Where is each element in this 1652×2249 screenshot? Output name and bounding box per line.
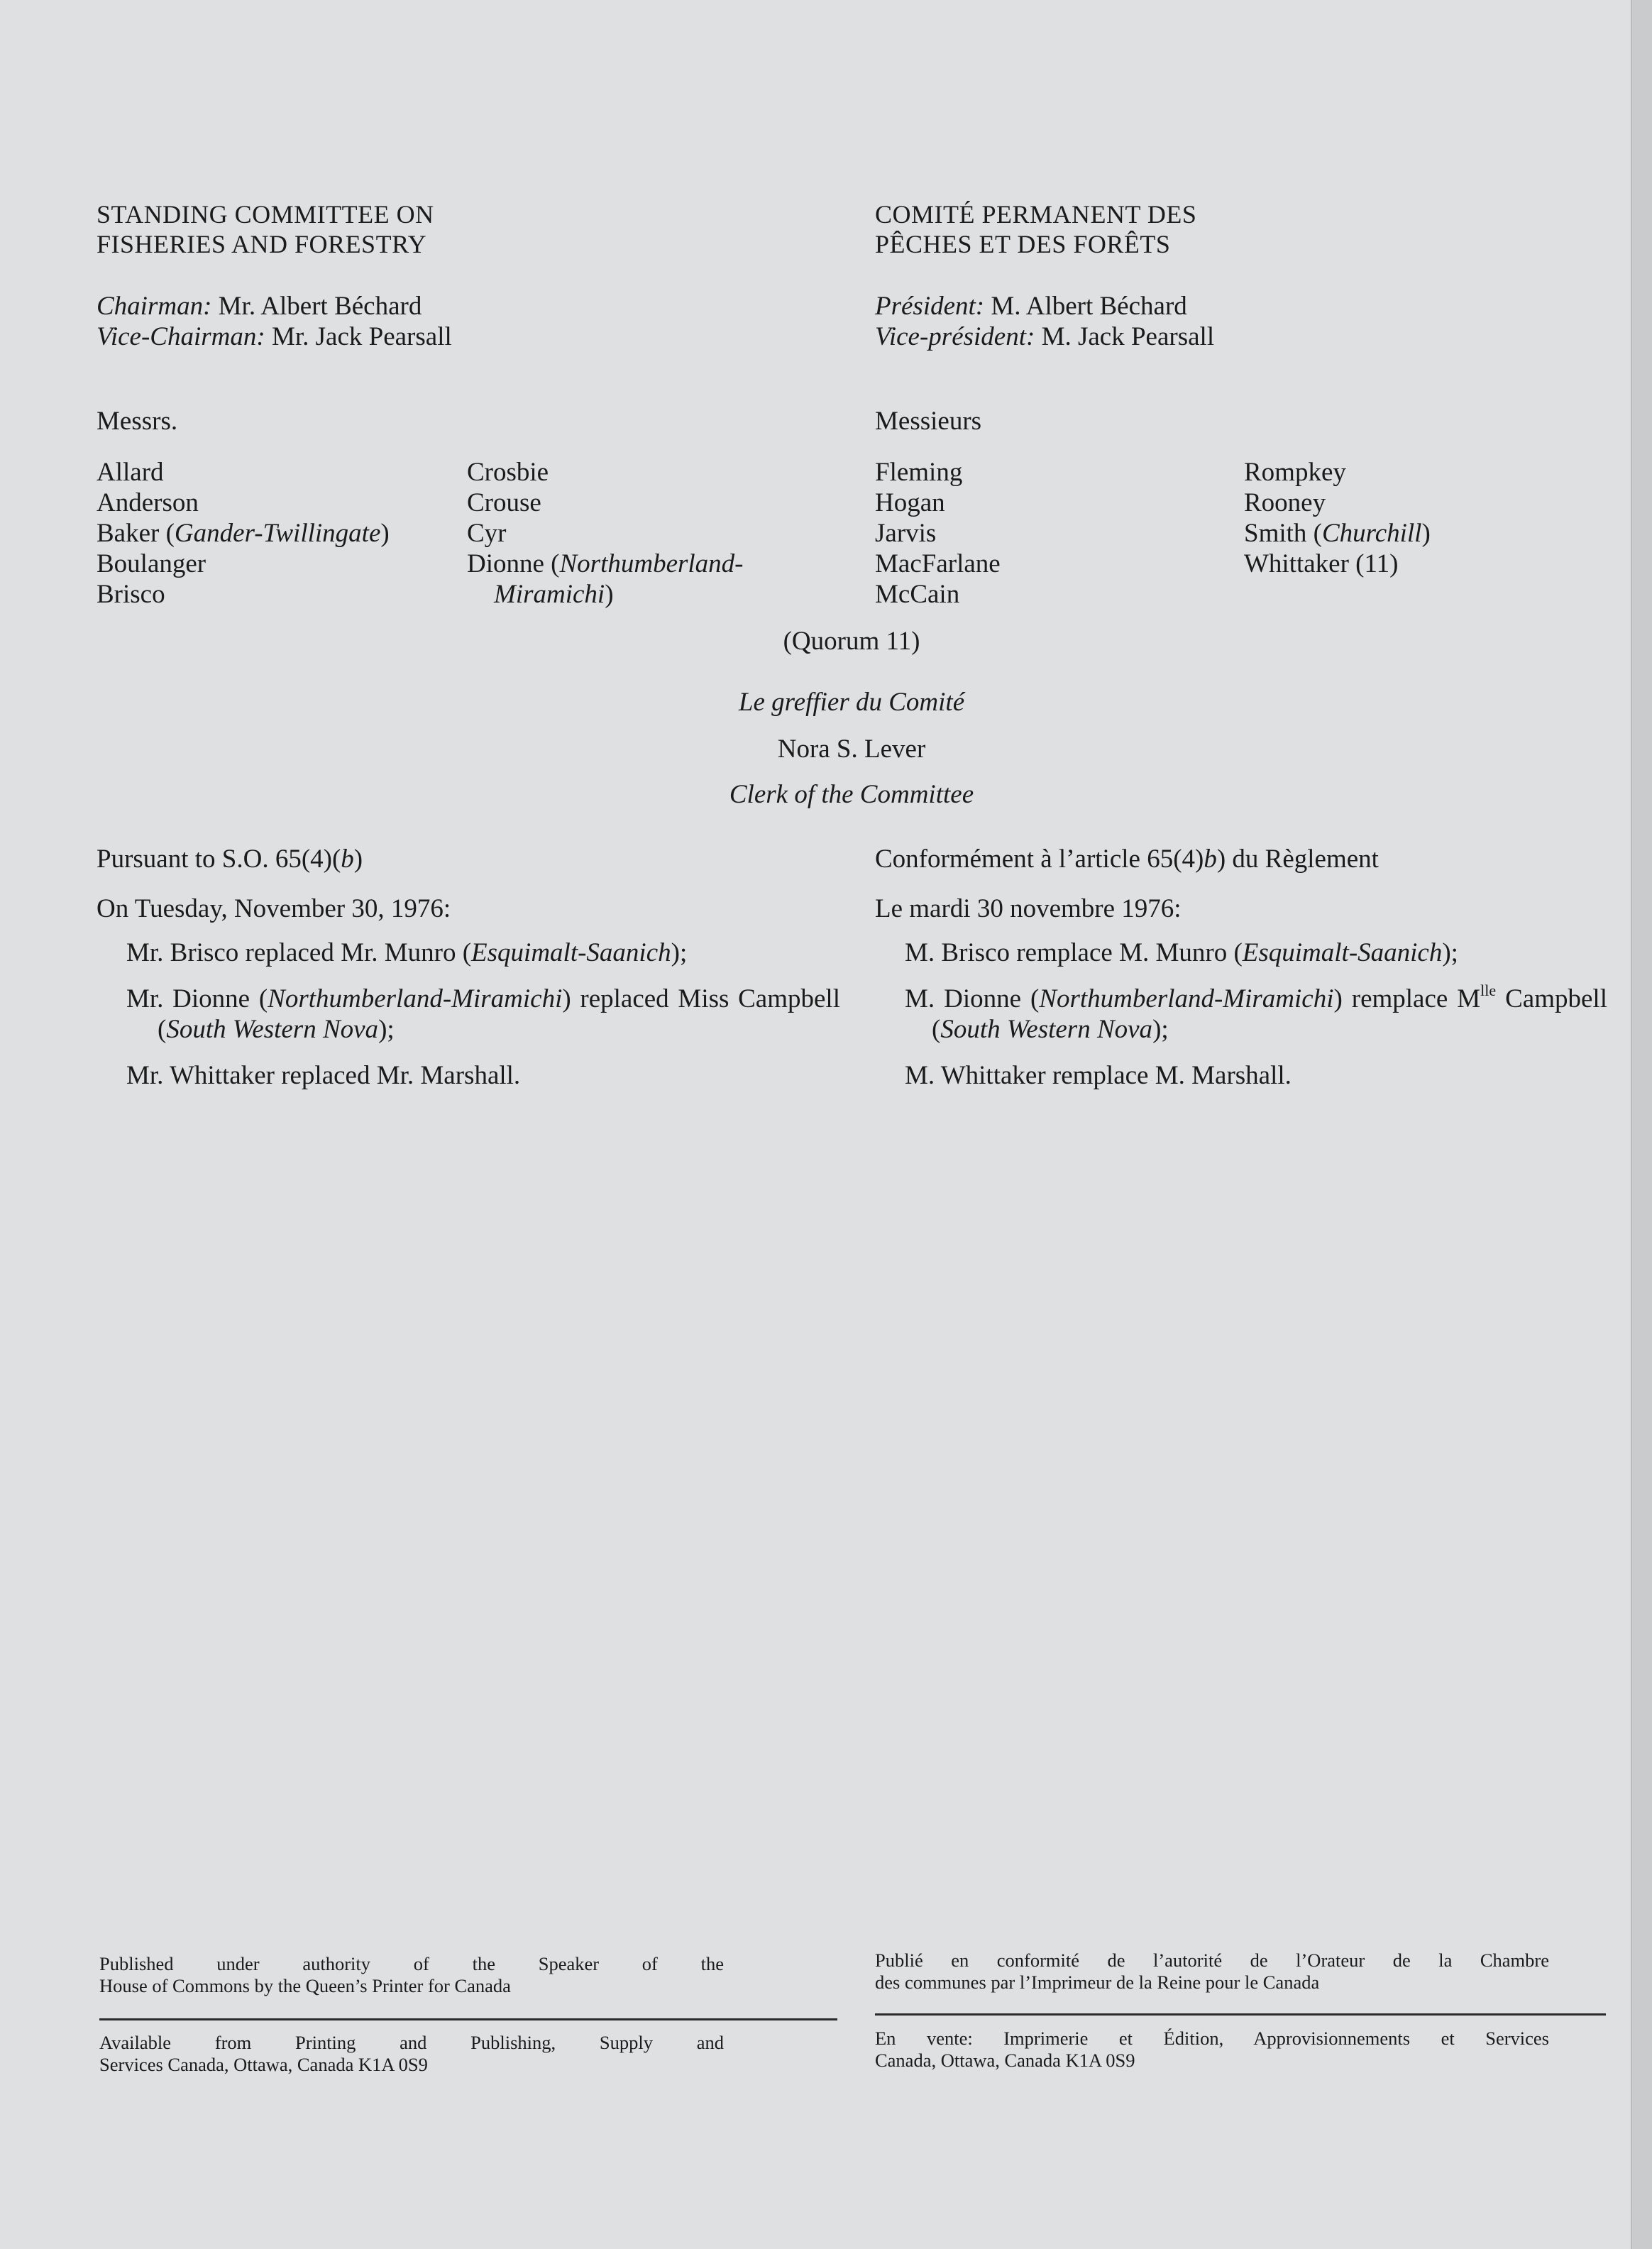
replacement-item: M. Brisco remplace M. Munro (Esquimalt-Saanich); xyxy=(905,938,1458,967)
page-edge xyxy=(1631,0,1652,2249)
member-name: Smith (Churchill) xyxy=(1244,519,1431,548)
available-en: Available from Printing and Publishing, Supply and Services Canada, Ottawa, Canada K1A 0S9 xyxy=(99,2032,724,2075)
member-name: Rooney xyxy=(1244,488,1326,517)
vice-president-line: Vice-président: M. Jack Pearsall xyxy=(875,322,1215,351)
member-name: Fleming xyxy=(875,458,963,487)
pursuant-fr: Conformément à l’article 65(4)b) du Règlement xyxy=(875,845,1379,874)
vice-chairman-line: Vice-Chairman: Mr. Jack Pearsall xyxy=(97,322,452,351)
members-column-4 xyxy=(1244,457,1431,579)
member-name: Jarvis xyxy=(875,519,937,548)
available-fr: En vente: Imprimerie et Édition, Approvisionnements et Services Canada, Ottawa, Canada K1A 0S9 xyxy=(875,2028,1549,2071)
footer-rule-fr xyxy=(875,2013,1606,2016)
date-line-en: On Tuesday, November 30, 1976: xyxy=(97,894,451,923)
member-name: Anderson xyxy=(97,488,199,517)
president-line: Président: M. Albert Béchard xyxy=(875,292,1187,321)
committee-title-en: STANDING COMMITTEE ON FISHERIES AND FORESTRY xyxy=(97,200,434,258)
members-column-1 xyxy=(97,457,390,610)
replacement-item: M. Whittaker remplace M. Marshall. xyxy=(905,1061,1292,1090)
chair-block-fr xyxy=(875,291,1214,352)
replacement-item: Mr. Brisco replaced Mr. Munro (Esquimalt-Saanich); xyxy=(126,938,688,967)
clerk-name: Nora S. Lever xyxy=(777,735,926,764)
published-fr: Publié en conformité de l’autorité de l’Orateur de la Chambre des communes par l’Imprimeur de la Reine pour le Canada xyxy=(875,1950,1549,1993)
clerk-title: Clerk of the Committee xyxy=(729,780,974,809)
greffier-title: Le greffier du Comité xyxy=(738,688,965,717)
member-name: Baker (Gander-Twillingate) xyxy=(97,519,390,548)
member-name: MacFarlane xyxy=(875,549,1001,578)
member-name: Crouse xyxy=(467,488,541,517)
chair-block-en xyxy=(97,291,452,352)
member-name: Dionne (Northumberland- xyxy=(467,549,744,578)
replacements-fr xyxy=(905,937,1607,1091)
replacement-item: M. Dionne (Northumberland-Miramichi) remplace $M^{lle}$ Campbell (South Western Nova); xyxy=(905,981,1607,1044)
member-name: Rompkey xyxy=(1244,458,1346,487)
members-column-3 xyxy=(875,457,1001,610)
committee-title-fr: COMITÉ PERMANENT DES PÊCHES ET DES FORÊTS xyxy=(875,200,1197,258)
replacement-item: Mr. Whittaker replaced Mr. Marshall. xyxy=(126,1061,521,1090)
chairman-line: Chairman: Mr. Albert Béchard xyxy=(97,292,422,321)
messrs-label: Messrs. xyxy=(97,407,178,436)
member-name: Allard xyxy=(97,458,164,487)
member-riding-continued: Miramichi) xyxy=(494,580,614,609)
footer-rule-en xyxy=(99,2018,837,2020)
member-name: Boulanger xyxy=(97,549,206,578)
replacement-item: Mr. Dionne (Northumberland-Miramichi) replaced Miss Campbell (South Western Nova); xyxy=(126,984,840,1044)
date-line-fr: Le mardi 30 novembre 1976: xyxy=(875,894,1182,923)
member-name: Brisco xyxy=(97,580,165,609)
member-name: McCain xyxy=(875,580,960,609)
member-name: Cyr xyxy=(467,519,507,548)
member-name: Whittaker (11) xyxy=(1244,549,1399,578)
members-column-2 xyxy=(467,457,744,610)
published-en: Published under authority of the Speaker of the House of Commons by the Queen’s Printer for Canada xyxy=(99,1953,724,1996)
pursuant-en: Pursuant to S.O. 65(4)(b) xyxy=(97,845,363,874)
messieurs-label: Messieurs xyxy=(875,407,982,436)
member-name: Hogan xyxy=(875,488,945,517)
replacements-en xyxy=(126,937,840,1091)
quorum: (Quorum 11) xyxy=(783,627,920,656)
member-name: Crosbie xyxy=(467,458,549,487)
